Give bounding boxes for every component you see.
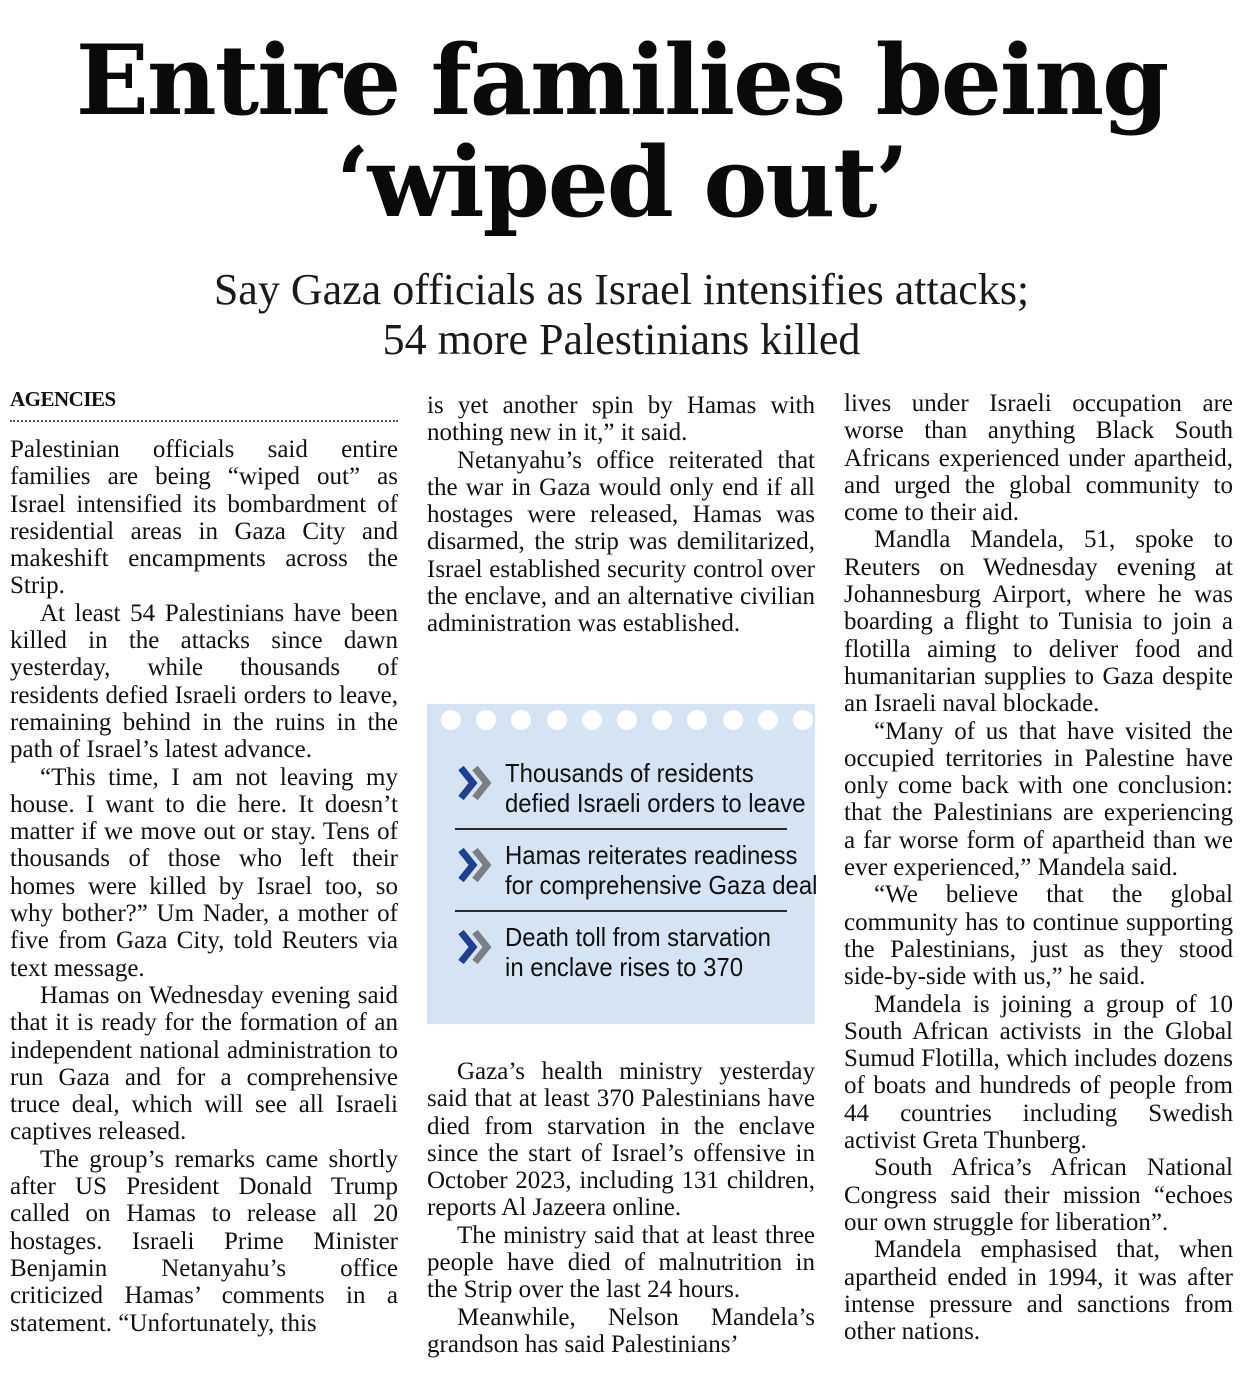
paragraph: “We believe that the global community has to continue supporting the Palestinians, just as they stood side-by-side with us,” he said. (844, 881, 1233, 991)
paragraph: Mandela emphasised that, when apartheid ended in 1994, it was after intense pressure and sanctions from other nations. (844, 1236, 1233, 1346)
highlights-box (427, 704, 818, 1024)
paragraph: Mandela is joining a group of 10 South African activists in the Global Sumud Flotilla, which includes dozens of boats and hundreds of people from 44 countries including Swedish activist Greta Thunberg. (844, 990, 1233, 1155)
paragraph: At least 54 Palestinians have been killed in the attacks since dawn yesterday, while thousands of residents defied Israeli orders to leave, remaining behind in the ruins in the path of Israel’s latest advance. (10, 599, 398, 764)
headline-line-2: ‘wiped out’ (336, 126, 907, 239)
article-column-1 (10, 388, 398, 1337)
paragraph: is yet another spin by Hamas with nothing new in it,” it said. (427, 392, 815, 447)
double-chevron-right-icon (455, 926, 497, 968)
notepad-hole (547, 710, 567, 730)
byline: AGENCIES (10, 388, 398, 422)
highlight-line: in enclave rises to 370 (505, 952, 744, 982)
notepad-holes (441, 710, 813, 734)
article-column-2-bottom (427, 1058, 815, 1358)
paragraph: South Africa’s African National Congress said their mission “echoes our own struggle for liberation”. (844, 1154, 1233, 1236)
highlight-line: for comprehensive Gaza deal (505, 870, 818, 900)
notepad-hole (582, 710, 602, 730)
notepad-hole (652, 710, 672, 730)
highlight-item (455, 828, 818, 910)
paragraph: Hamas on Wednesday evening said that it is ready for the formation of an independent national administration to run Gaza and for a comprehensive truce deal, which will see all Israeli captives released. (10, 981, 398, 1146)
notepad-hole (441, 710, 461, 730)
paragraph: Meanwhile, Nelson Mandela’s grandson has said Palestinians’ (427, 1303, 815, 1358)
double-chevron-right-icon (455, 762, 497, 804)
paragraph: lives under Israeli occupation are worse than anything Black South Africans experienced under apartheid, and urged the global community to come to their aid. (844, 390, 1233, 527)
notepad-hole (793, 710, 813, 730)
notepad-hole (476, 710, 496, 730)
highlight-item (455, 910, 787, 992)
subheadline (0, 265, 1243, 365)
notepad-hole (723, 710, 743, 730)
paragraph: Mandla Mandela, 51, spoke to Reuters on Wednesday evening at Johannesburg Airport, where he was boarding a flight to Tunisia to join a flotilla aiming to deliver food and humanitarian supplies to Gaza despite an Israeli naval blockade. (844, 526, 1233, 718)
subhead-line-2: 54 more Palestinians killed (382, 315, 861, 364)
notepad-hole (758, 710, 778, 730)
paragraph: Gaza’s health ministry yesterday said that at least 370 Palestinians have died from starvation in the enclave since the start of Israel’s offensive in October 2023, including 131 children, reports Al Jazeera online. (427, 1058, 815, 1222)
highlight-line: Thousands of residents (505, 758, 754, 788)
highlight-line: Hamas reiterates readiness (505, 840, 798, 870)
paragraph: Netanyahu’s office reiterated that the war in Gaza would only end if all hostages were released, Hamas was disarmed, the strip was demilitarized, Israel established security control over the enclave, and an alternative civilian administration was established. (427, 446, 815, 638)
subhead-line-1: Say Gaza officials as Israel intensifies attacks; (213, 265, 1030, 314)
paragraph: “Many of us that have visited the occupied territories in Palestine have only come back with one conclusion: that the Palestinians are experiencing a far worse form of apartheid than we ever experienced,” Mandela said. (844, 717, 1233, 882)
notepad-hole (511, 710, 531, 730)
article-column-2-top (427, 392, 815, 638)
highlight-line: defied Israeli orders to leave (505, 788, 806, 818)
article-column-3 (844, 390, 1233, 1345)
notepad-hole (687, 710, 707, 730)
headline (0, 24, 1243, 239)
paragraph: The ministry said that at least three people have died of malnutrition in the Strip over the last 24 hours. (427, 1221, 815, 1304)
paragraph: “This time, I am not leaving my house. I want to die here. It doesn’t matter if we move out or stay. Tens of thousands of those who left their homes were killed by Israel too, so why bother?” Um Nader, a mother of five from Gaza City, told Reuters via text message. (10, 763, 398, 982)
highlight-item (455, 752, 806, 828)
paragraph: The group’s remarks came shortly after US President Donald Trump called on Hamas to release all 20 hostages. Israeli Prime Minister Benjamin Netanyahu’s office criticized Hamas’ comments in a statement. “Unfortunately, this (10, 1145, 398, 1337)
double-chevron-right-icon (455, 844, 497, 886)
headline-line-1: Entire families being (75, 24, 1168, 137)
notepad-hole (617, 710, 637, 730)
highlight-line: Death toll from starvation (505, 922, 771, 952)
paragraph: Palestinian officials said entire families are being “wiped out” as Israel intensified its bombardment of residential areas in Gaza City and makeshift encampments across the Strip. (10, 436, 398, 600)
